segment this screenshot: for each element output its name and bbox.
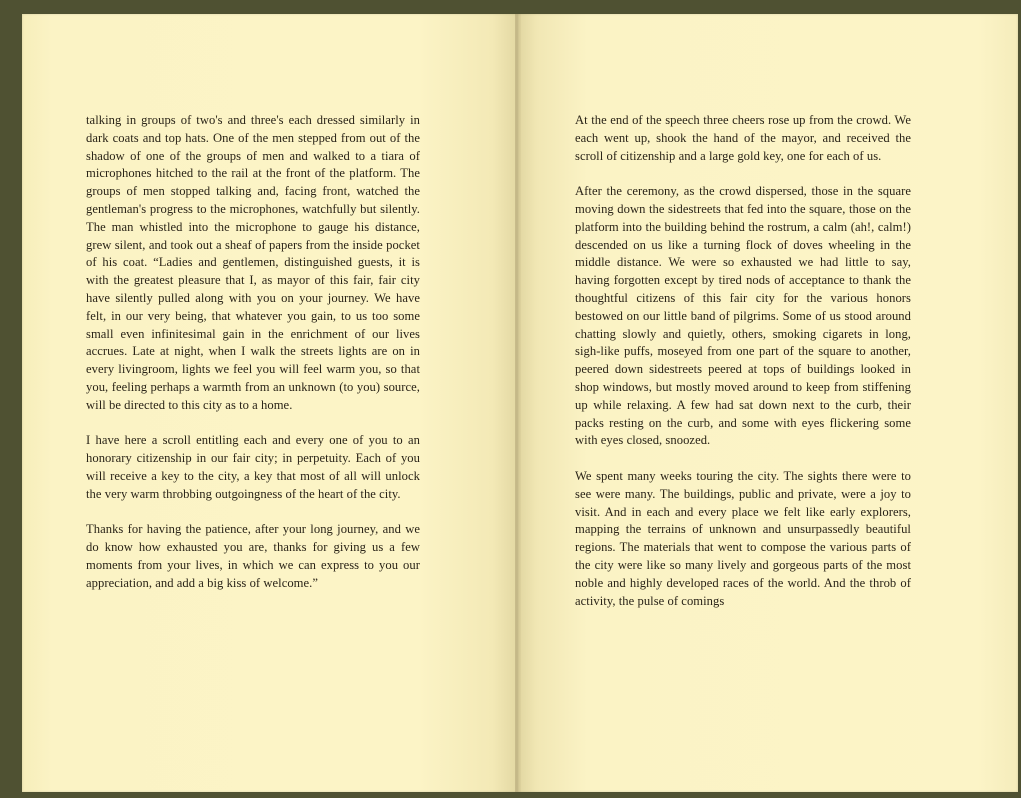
right-paragraph-3: We spent many weeks touring the city. The sights there were to see were many. The buildings, public and private, were a joy to visit. And in each and every place we felt like early explorers, mapping the terrains of unknown and unsurpassedly beautiful regions. The materials that went to compose the various parts of the city were like so many lively and gorgeous parts of the most noble and highly developed races of the world. And the throb of activity, the pulse of comings: [575, 468, 911, 608]
book-gutter: [515, 14, 521, 792]
left-page-text: [86, 112, 420, 593]
left-paragraph-1: talking in groups of two's and three's each dressed similarly in dark coats and top hats. One of the men stepped from out of the shadow of one of the groups of men and walked to a tiara of microphones hitched to the rail at the front of the platform. The groups of men stopped talking and, facing front, watched the gentleman's progress to the microphones, watchfully but silently. The man whistled into the microphone to gauge his distance, grew silent, and took out a sheaf of papers from the inside pocket of his coat. “Ladies and gentlemen, distinguished guests, it is with the greatest pleasure that I, as mayor of this fair, fair city have silently pulled along with you on your journey. We have felt, in our very being, that whatever you gain, to us too some small even infinitesimal gain in the enrichment of our lives accrues. Late at night, when I walk the streets lights are on in every livingroom, lights we feel you will feel warm you, so that you, feeling perhaps a warmth from an unknown (to you) source, will be directed to this city as to a home.: [86, 113, 420, 412]
right-paragraph-1: At the end of the speech three cheers rose up from the crowd. We each went up, shook the hand of the mayor, and received the scroll of citizenship and a large gold key, one for each of us.: [575, 113, 911, 163]
left-paragraph-3: Thanks for having the patience, after your long journey, and we do know how exhausted you are, thanks for giving us a few moments from your lives, in which we can express to you our appreciation, and add a big kiss of welcome.”: [86, 522, 420, 590]
right-page-text: [575, 112, 911, 610]
left-paragraph-2: I have here a scroll entitling each and every one of you to an honorary citizenship in our fair city; in perpetuity. Each of you will receive a key to the city, a key that most of all will unlock the very warm throbbing outgoingness of the heart of the city.: [86, 433, 420, 501]
right-paragraph-2: After the ceremony, as the crowd dispersed, those in the square moving down the sidestreets that fed into the square, those on the platform into the building behind the rostrum, a calm (ah!, calm!) descended on us like a turning flock of doves wheeling in the middle distance. We were so exhausted we had little to say, having forgotten except by tired nods of acceptance to thank the thoughtful citizens of this fair city for the various honors bestowed on our little band of pilgrims. Some of us stood around chatting slowly and quietly, others, smoking cigarets in long, sigh-like puffs, moseyed from one part of the square to another, peered down sidestreets peered at tops of buildings looked in shop windows, but mostly moved around to keep from stiffening up while relaxing. A few had sat down next to the curb, their packs resting on the curb, and some with eyes flickering some with eyes closed, snoozed.: [575, 184, 911, 448]
